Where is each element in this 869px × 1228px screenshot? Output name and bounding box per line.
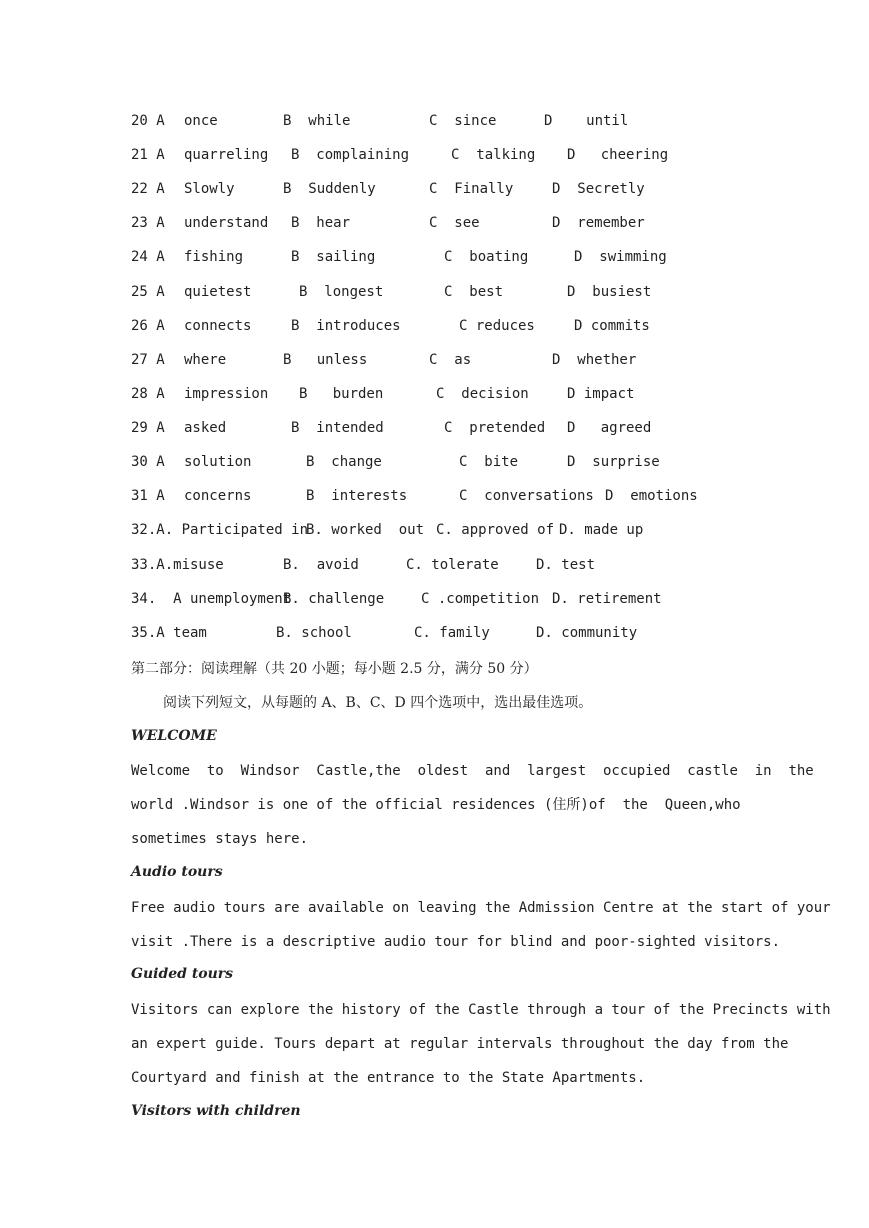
option-c: C. family (414, 625, 490, 641)
option-a: once (184, 113, 218, 129)
option-d: D remember (552, 215, 645, 231)
option-c: C. tolerate (406, 557, 499, 573)
option-a: fishing (184, 249, 244, 265)
welcome-paragraph (131, 761, 814, 863)
question-number: 27 A (131, 352, 165, 368)
paragraph-line: sometimes stays here. (131, 831, 309, 847)
option-d: D commits (574, 318, 650, 334)
option-d: D. retirement (552, 591, 662, 607)
option-b: B change (306, 454, 382, 470)
option-d: D Secretly (552, 181, 645, 197)
option-a: solution (184, 454, 252, 470)
option-d: D swimming (574, 249, 667, 265)
question-number: 29 A (131, 420, 165, 436)
audio-tours-paragraph (131, 898, 831, 966)
question-row-35 (131, 625, 751, 645)
paragraph-line: Visitors can explore the history of the Castle through a tour of the Precincts with (131, 1002, 831, 1018)
option-a: understand (184, 215, 269, 231)
question-row-23 (131, 215, 751, 235)
option-a: quietest (184, 284, 252, 300)
option-a: where (184, 352, 227, 368)
question-number: 33.A.misuse (131, 557, 224, 573)
option-c: C bite (459, 454, 519, 470)
option-b: B introduces (291, 318, 401, 334)
guided-tours-paragraph (131, 1000, 831, 1102)
question-number: 20 A (131, 113, 165, 129)
welcome-heading: WELCOME (131, 728, 217, 744)
option-d: D emotions (605, 488, 698, 504)
question-row-24 (131, 249, 751, 269)
question-row-27 (131, 352, 751, 372)
option-c: C as (429, 352, 472, 368)
option-b: B. challenge (283, 591, 385, 607)
option-d: D surprise (567, 454, 660, 470)
option-b: B interests (306, 488, 408, 504)
question-number: 23 A (131, 215, 165, 231)
option-b: B unless (283, 352, 368, 368)
option-b: B hear (291, 215, 351, 231)
option-b: B sailing (291, 249, 376, 265)
option-a: Slowly (184, 181, 235, 197)
option-b: B. avoid (283, 557, 359, 573)
paragraph-line: an expert guide. Tours depart at regular intervals throughout the day from the (131, 1036, 789, 1052)
option-d: D agreed (567, 420, 652, 436)
option-a: impression (184, 386, 269, 402)
question-row-22 (131, 181, 751, 201)
paragraph-line: Courtyard and finish at the entrance to the State Apartments. (131, 1070, 646, 1086)
question-number: 21 A (131, 147, 165, 163)
option-c: C boating (444, 249, 529, 265)
question-number: 26 A (131, 318, 165, 334)
option-b: B complaining (291, 147, 410, 163)
guided-tours-heading: Guided tours (131, 966, 234, 982)
question-number: 22 A (131, 181, 165, 197)
option-c: C pretended (444, 420, 546, 436)
question-number: 24 A (131, 249, 165, 265)
question-row-20 (131, 113, 751, 133)
option-b: B intended (291, 420, 384, 436)
option-d: D. test (536, 557, 596, 573)
question-number: 31 A (131, 488, 165, 504)
option-a: asked (184, 420, 227, 436)
option-d: D busiest (567, 284, 652, 300)
question-number: 25 A (131, 284, 165, 300)
option-b: B. school (276, 625, 352, 641)
question-row-33 (131, 557, 751, 577)
section-title: 第二部分：阅读理解（共 20 小题；每小题 2.5 分，满分 50 分） (131, 661, 538, 677)
option-d: D cheering (567, 147, 669, 163)
option-d: D whether (552, 352, 637, 368)
question-row-31 (131, 488, 751, 508)
option-c: C conversations (459, 488, 594, 504)
option-d: D. made up (559, 522, 644, 538)
question-row-21 (131, 147, 751, 167)
question-row-34 (131, 591, 751, 611)
option-c: C since (429, 113, 497, 129)
option-b: B while (283, 113, 351, 129)
audio-tours-heading: Audio tours (131, 864, 223, 880)
question-number: 34. A unemployment (131, 591, 292, 607)
option-d: D. community (536, 625, 638, 641)
option-c: C best (444, 284, 504, 300)
option-c: C. approved of (436, 522, 555, 538)
paragraph-line: Welcome to Windsor Castle,the oldest and largest occupied castle in the (131, 763, 814, 779)
question-number: 32.A. Participated in (131, 522, 309, 538)
question-row-32 (131, 522, 751, 542)
paragraph-line: visit .There is a descriptive audio tour for blind and poor-sighted visitors. (131, 934, 781, 950)
option-c: C reduces (459, 318, 535, 334)
paragraph-line: world .Windsor is one of the official residences (住所)of the Queen,who (131, 797, 741, 813)
question-row-29 (131, 420, 751, 440)
question-number: 30 A (131, 454, 165, 470)
visitors-children-heading: Visitors with children (131, 1103, 301, 1119)
option-c: C .competition (421, 591, 540, 607)
option-a: concerns (184, 488, 252, 504)
option-c: C talking (451, 147, 536, 163)
option-b: B burden (299, 386, 384, 402)
option-c: C decision (436, 386, 529, 402)
question-row-30 (131, 454, 751, 474)
question-row-26 (131, 318, 751, 338)
option-a: connects (184, 318, 252, 334)
paragraph-line: Free audio tours are available on leaving the Admission Centre at the start of your (131, 900, 831, 916)
option-c: C Finally (429, 181, 514, 197)
option-d: D impact (567, 386, 635, 402)
option-c: C see (429, 215, 480, 231)
option-b: B. worked out (306, 522, 425, 538)
option-b: B longest (299, 284, 384, 300)
question-number: 28 A (131, 386, 165, 402)
option-d: D until (544, 113, 629, 129)
option-a: quarreling (184, 147, 269, 163)
option-b: B Suddenly (283, 181, 376, 197)
section-instruction: 阅读下列短文，从每题的 A、B、C、D 四个选项中，选出最佳选项。 (163, 695, 593, 711)
question-number: 35.A team (131, 625, 207, 641)
question-row-28 (131, 386, 751, 406)
question-row-25 (131, 284, 751, 304)
